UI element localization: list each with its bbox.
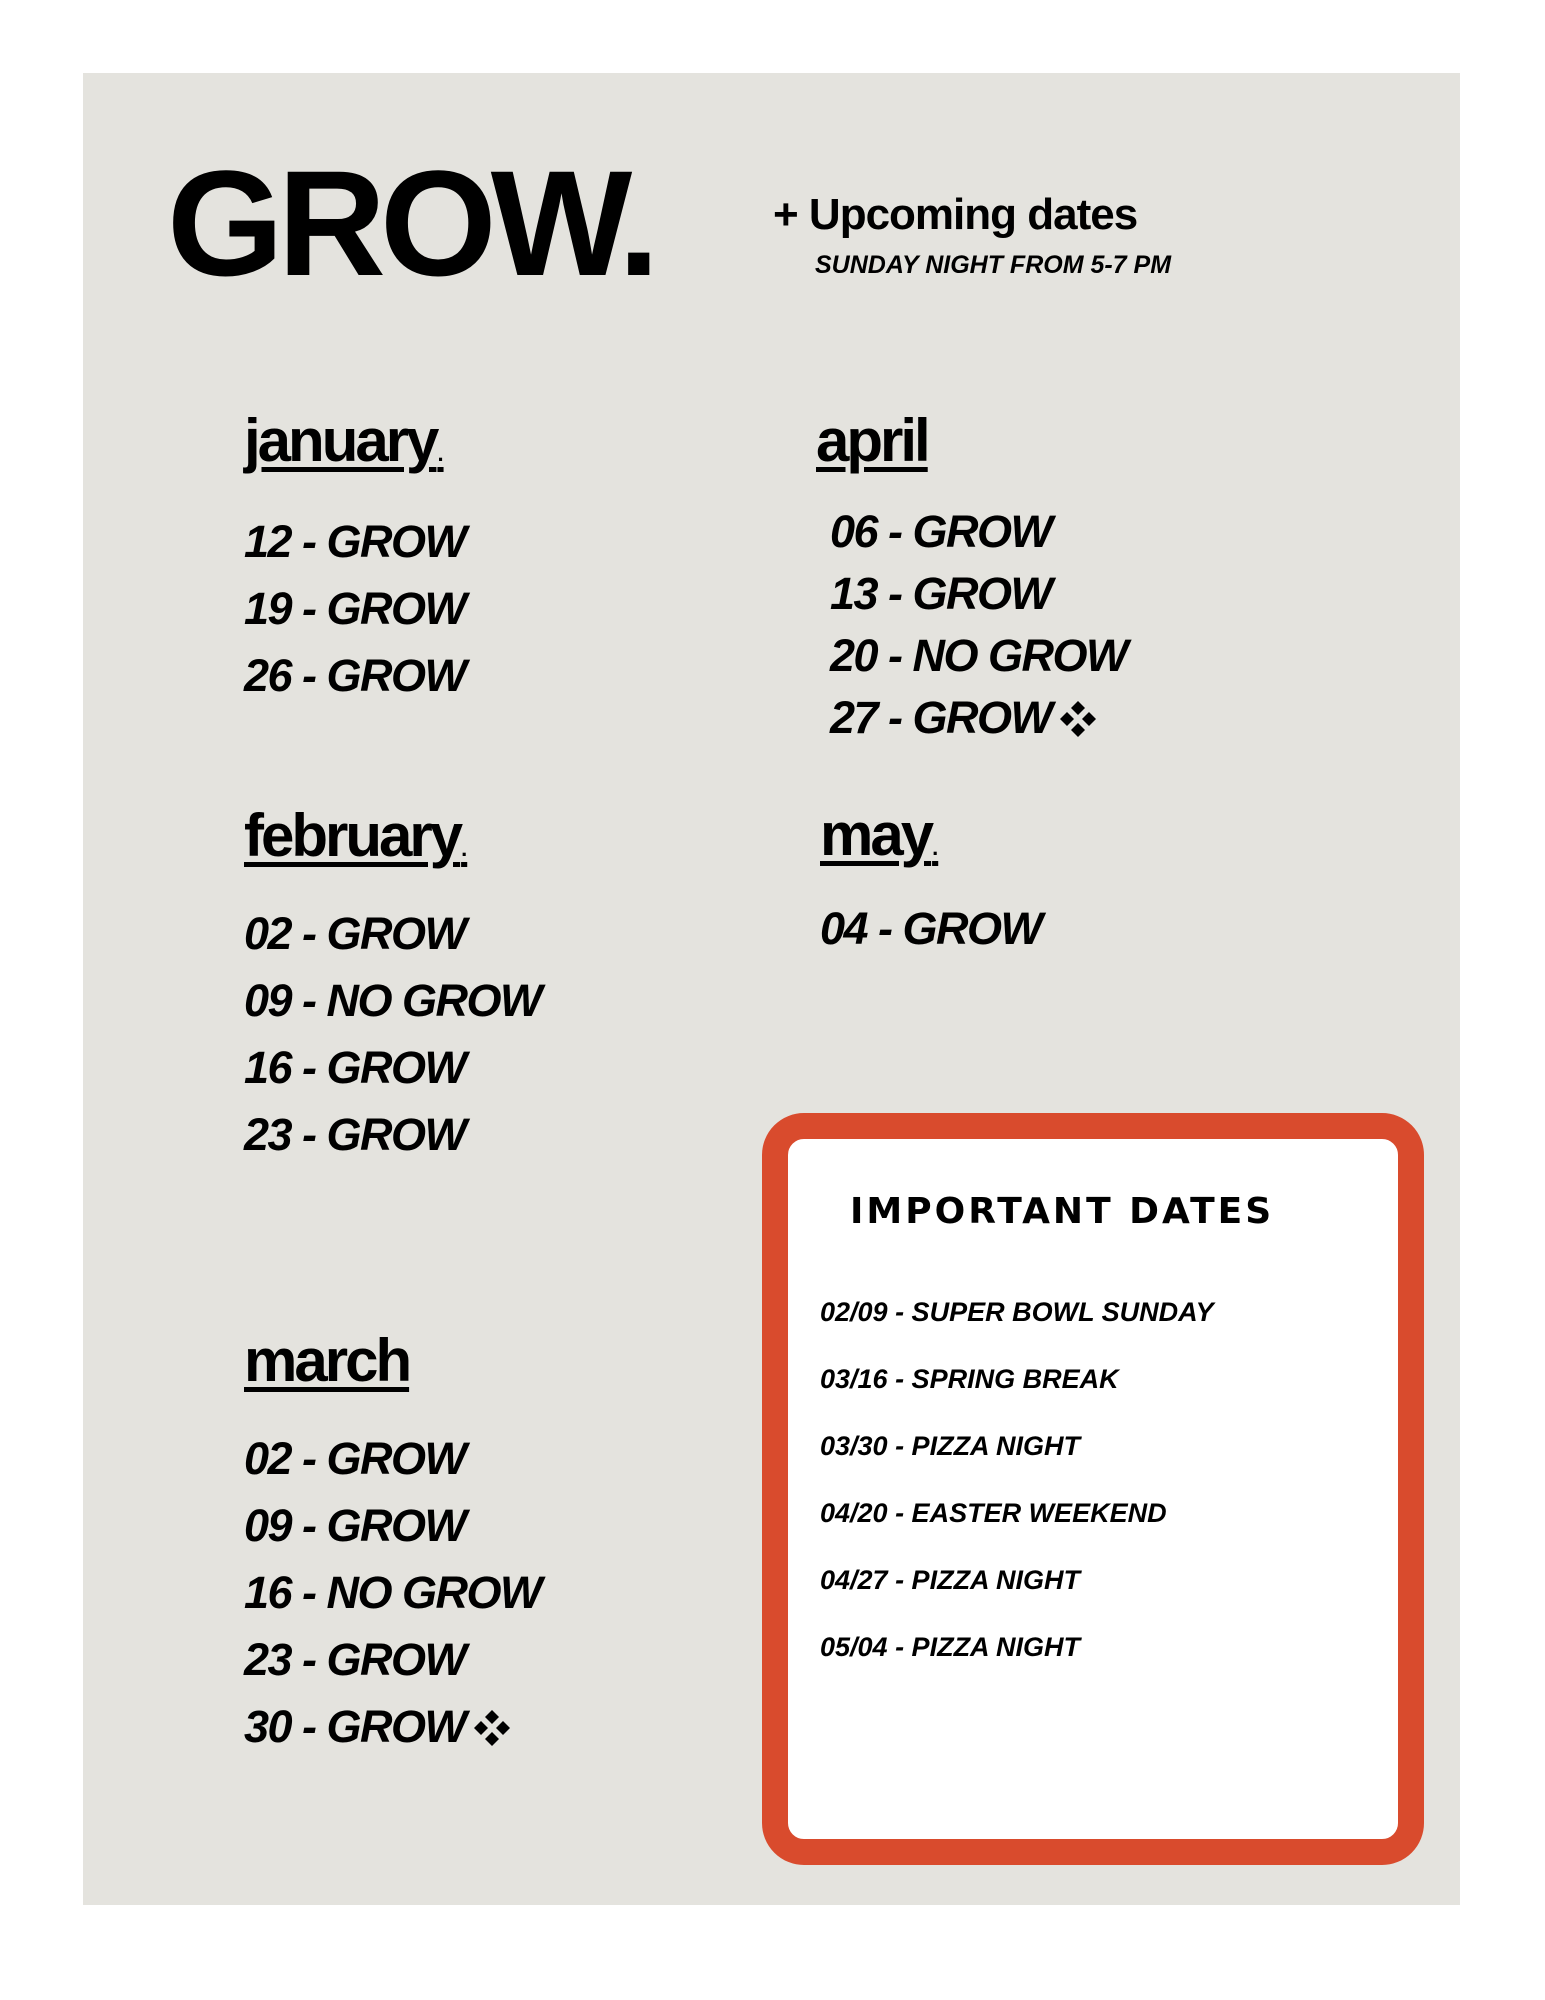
important-dates-title: IMPORTANT DATES bbox=[850, 1191, 1275, 1232]
date-item: 13 - GROW bbox=[830, 568, 1052, 619]
important-date-item: 03/16 - SPRING BREAK bbox=[820, 1364, 1119, 1394]
date-item: 02 - GROW bbox=[244, 1433, 466, 1484]
upcoming-dates-heading: + Upcoming dates bbox=[773, 190, 1138, 239]
date-item: 30 - GROW bbox=[244, 1693, 541, 1760]
month-heading: may. bbox=[820, 801, 939, 868]
month-heading: february. bbox=[244, 802, 468, 869]
important-date-item: 05/04 - PIZZA NIGHT bbox=[820, 1632, 1081, 1662]
date-item: 16 - NO GROW bbox=[244, 1567, 542, 1618]
date-item: 26 - GROW bbox=[244, 650, 466, 701]
important-date-item: 04/20 - EASTER WEEKEND bbox=[820, 1498, 1167, 1528]
month-january bbox=[244, 407, 466, 709]
date-item: 27 - GROW bbox=[830, 687, 1127, 749]
month-may bbox=[820, 801, 1042, 962]
important-date-item: 03/30 - PIZZA NIGHT bbox=[820, 1431, 1081, 1461]
date-list bbox=[820, 895, 1042, 962]
date-item: 20 - NO GROW bbox=[830, 630, 1128, 681]
date-item: 19 - GROW bbox=[244, 583, 466, 634]
date-item: 23 - GROW bbox=[244, 1109, 466, 1160]
important-dates-list bbox=[820, 1279, 1214, 1681]
date-item: 09 - GROW bbox=[244, 1500, 466, 1551]
date-list bbox=[244, 508, 466, 709]
schedule-subtitle: SUNDAY NIGHT FROM 5-7 PM bbox=[815, 251, 1172, 279]
date-item: 23 - GROW bbox=[244, 1634, 466, 1685]
month-april bbox=[816, 407, 1128, 749]
date-item: 09 - NO GROW bbox=[244, 975, 542, 1026]
important-date-item: 02/09 - SUPER BOWL SUNDAY bbox=[820, 1297, 1214, 1327]
date-list bbox=[244, 900, 541, 1168]
date-item: 02 - GROW bbox=[244, 908, 466, 959]
month-march bbox=[244, 1327, 542, 1760]
month-february bbox=[244, 802, 542, 1168]
month-heading: march bbox=[244, 1327, 410, 1394]
poster bbox=[83, 73, 1460, 1905]
page-title: GROW. bbox=[167, 139, 654, 307]
four-diamond-icon bbox=[1058, 699, 1098, 739]
date-item: 16 - GROW bbox=[244, 1042, 466, 1093]
date-item: 04 - GROW bbox=[820, 903, 1042, 954]
date-list bbox=[830, 501, 1127, 749]
date-item: 12 - GROW bbox=[244, 516, 466, 567]
important-date-item: 04/27 - PIZZA NIGHT bbox=[820, 1565, 1081, 1595]
important-dates-card bbox=[762, 1113, 1424, 1865]
date-item: 06 - GROW bbox=[830, 506, 1052, 557]
date-list bbox=[244, 1425, 541, 1760]
four-diamond-icon bbox=[472, 1708, 512, 1748]
month-heading: april bbox=[816, 407, 928, 474]
month-heading: january. bbox=[244, 407, 444, 474]
